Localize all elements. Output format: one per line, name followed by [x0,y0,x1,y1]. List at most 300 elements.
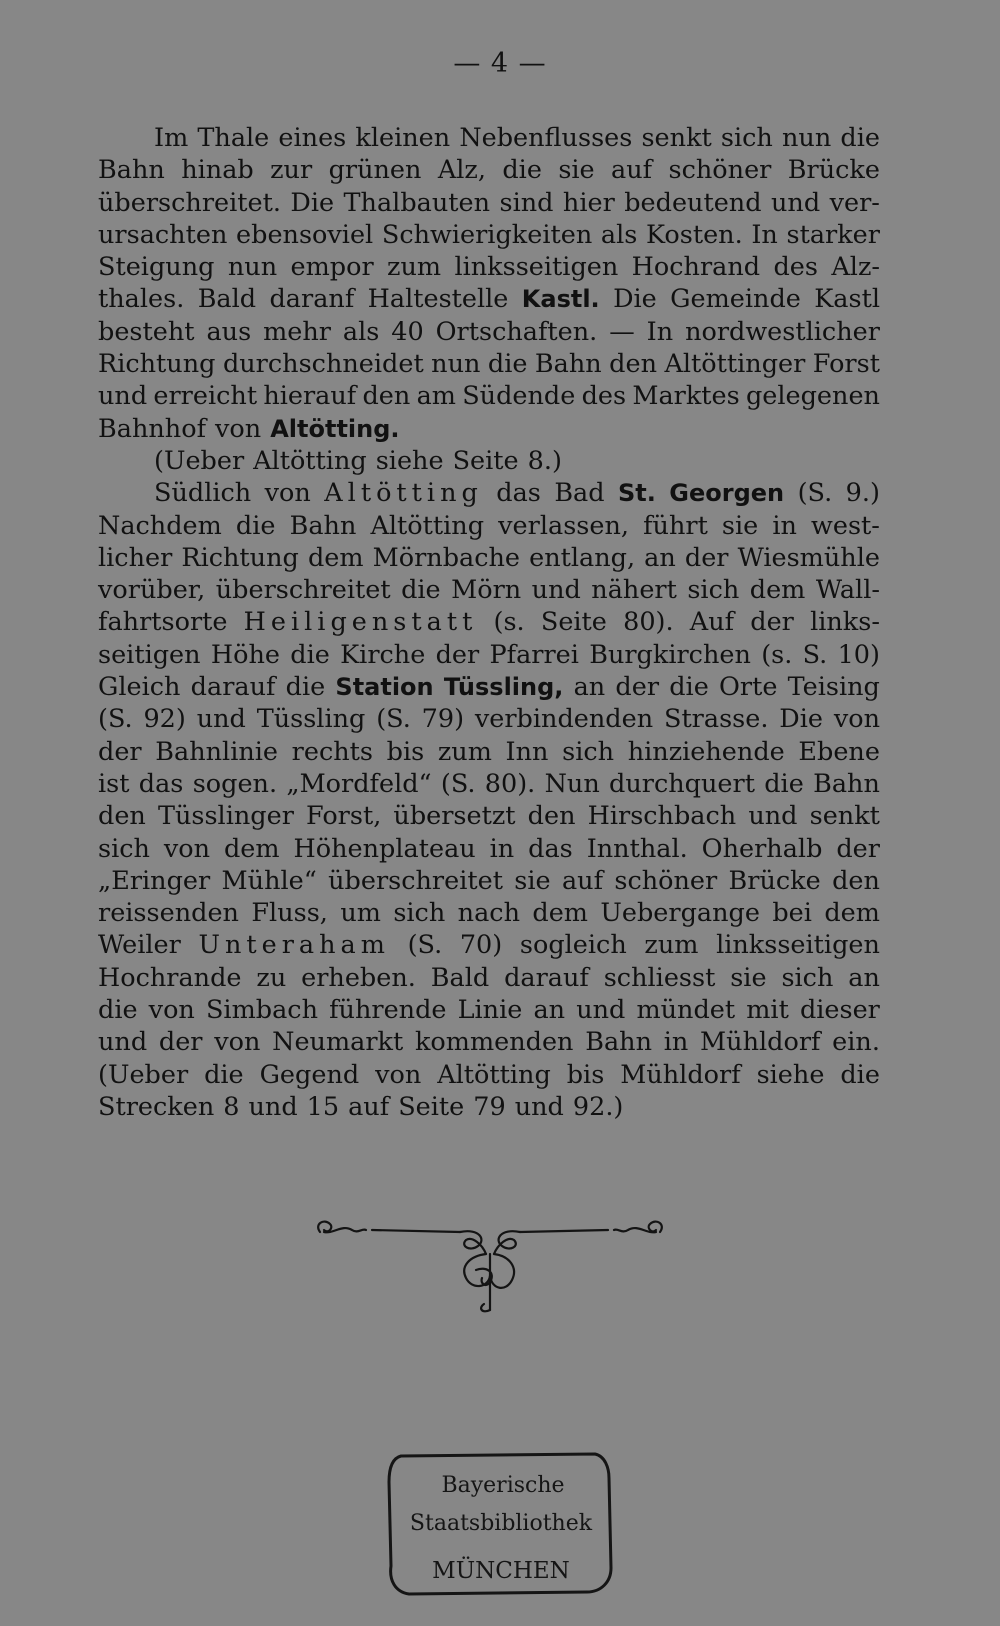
word: (s. [493,607,525,638]
word: „Eringer [98,865,211,896]
word: dem [532,898,588,929]
word: dem [749,575,806,606]
word: in [772,510,797,541]
word: Altötting [370,510,485,541]
word: (S. [440,768,476,799]
word: In [751,219,778,250]
word: sind [499,187,554,218]
word: Ebene [798,736,880,767]
word: Ortschaften. [435,316,598,347]
text-line [98,671,880,703]
word: ver- [829,187,880,218]
word: Heiligenstatt [243,607,478,638]
word: zum [387,252,442,283]
word: Hochrand [631,252,761,283]
word: den [832,865,880,896]
word: darauf [504,962,589,993]
word: Tüsslinger [157,801,294,832]
word: ursachten [98,219,228,250]
word: überschreitet [215,575,391,606]
word: Mörnbache [372,542,521,573]
word: Marktes [632,381,740,412]
word: Alz, [437,155,486,186]
text-line [98,380,880,412]
word: hinziehende [627,736,785,767]
word: und [531,575,581,606]
word: und [196,704,246,735]
word: an [848,962,880,993]
word: Brücke [728,865,821,896]
word: Kirche [340,639,426,670]
word: nähert [591,575,677,606]
word: die [285,672,326,703]
word: kleinen [355,123,451,153]
word: und [98,381,148,412]
text-line [98,962,880,994]
word: der [750,607,794,638]
ornament-divider [310,1210,670,1320]
word: Seite [452,445,519,476]
word: Forst, [306,801,382,832]
word: und [748,801,798,832]
word: Richtung [98,349,216,380]
word: Inn [505,736,549,767]
word: den [609,349,658,380]
word: „Mordfeld“ [286,768,432,799]
word: (S. [407,930,443,961]
word: senkt [641,123,712,153]
word: Südende [462,381,576,412]
word: bis [386,736,425,767]
word: erheben. [301,962,416,993]
word: und [771,187,821,218]
word: 8 [223,1091,240,1122]
word: Uebergange [600,898,760,929]
word: In [646,316,674,347]
word: dieser [799,995,880,1026]
word: 10) [837,639,880,670]
word: Unteraham [198,930,390,961]
word: ein. [832,1027,880,1058]
word: Thale [197,123,270,153]
word: Mühle“ [221,865,317,896]
word: in [489,833,515,864]
word: Gegend [259,1059,360,1090]
word: sich [562,736,615,767]
text-line [98,187,880,219]
word: Oherhalb [701,833,823,864]
word: von [215,413,262,444]
word: die [235,510,276,541]
word: entlang, [529,542,636,573]
word: das [528,833,573,864]
stamp-line-2: Staatsbibliothek [409,1511,593,1536]
word: Höhenplateau [293,833,476,864]
body-text [98,122,880,1123]
text-line [98,219,880,251]
word: von [375,1059,422,1090]
word: übersetzt [393,801,516,832]
word: Seite [540,607,607,638]
word: Südlich [154,478,252,509]
text-line [98,348,880,380]
text-line [98,445,880,477]
word: als [600,219,638,250]
word: fahrtsorte [98,607,228,638]
word: 80). [623,607,674,638]
word: Haltestelle [367,284,509,315]
word: (Ueber [154,445,245,476]
word: durchquert [609,768,755,799]
word: seitigen [98,639,201,670]
stamp-line-3: MÜNCHEN [432,1558,570,1584]
word: Seite [398,1091,465,1122]
word: 8.) [527,445,562,476]
word: siehe [756,1059,825,1090]
word: sich [781,962,834,993]
word: links- [810,607,880,638]
word: dem [223,833,280,864]
word: Neumarkt [272,1027,404,1058]
word: die [764,768,804,799]
word: Station [335,673,434,702]
word: Hochrande [98,962,242,993]
word: sie [514,865,551,896]
word: auf [348,1091,390,1122]
word: Orte [718,672,778,703]
word: die [502,155,542,186]
word: Bahnlinie [155,736,279,767]
word: 40 [391,316,424,347]
word: grünen [328,155,422,186]
text-line [98,800,880,832]
word: Innthal. [586,833,688,864]
word: dem [824,898,880,929]
word: die [290,639,330,670]
word: und [514,1091,564,1122]
text-line [98,251,880,283]
word: sich [687,575,740,606]
word: senkt [809,801,880,832]
text-line [98,574,880,606]
word: sie [721,510,759,541]
word: daranf [269,284,355,315]
word: nach [457,898,520,929]
text-line [98,477,880,509]
word: Brücke [787,155,880,186]
word: Strasse. [663,704,769,735]
word: den [527,801,576,832]
word: linksseitigen [454,252,619,283]
word: besteht [98,316,195,347]
word: schöner [668,155,772,186]
word: Im [154,123,189,153]
word: Strecken [98,1091,215,1122]
word: Altötting [324,478,483,509]
text-line [98,897,880,929]
word: Thalbauten [343,187,491,218]
word: bedeutend [624,187,762,218]
text-line [98,122,880,154]
word: bei [772,898,812,929]
text-line [98,865,880,897]
word: hierauf [263,381,357,412]
word: schliesst [603,962,716,993]
word: Burgkirchen [589,639,751,670]
word: kommenden [414,1027,574,1058]
word: Bahnhof [98,413,207,444]
word: Linie [457,995,523,1026]
text-line [98,542,880,574]
word: — [609,316,635,347]
word: Forst [812,349,880,380]
word: und [576,995,626,1026]
word: Die [613,284,657,315]
word: am [416,381,456,412]
word: erreicht [153,381,258,412]
text-line [98,510,880,542]
word: von [264,478,311,509]
word: der [98,736,142,767]
word: empor [290,252,374,283]
word: nordwestlicher [685,316,880,347]
word: an [573,672,606,703]
word: den [98,801,146,832]
word: Wall- [815,575,880,606]
word: von [833,704,880,735]
word: Georgen [669,479,785,508]
word: Gemeinde [670,284,801,315]
word: des [581,381,627,412]
word: Nachdem [98,510,222,541]
word: sogleich [519,930,627,961]
text-line [98,929,880,961]
word: west- [811,510,880,541]
word: Bald [197,284,257,315]
word: Kastl. [521,285,600,314]
word: sie [558,155,595,186]
word: sich [98,833,150,864]
word: (Ueber [98,1059,189,1090]
text-line [98,413,880,445]
word: 80). [484,768,536,799]
word: Altötting [437,1059,551,1090]
word: reissenden [98,898,239,929]
word: verlassen, [498,510,629,541]
word: siehe [375,445,444,476]
word: 70) [459,930,503,961]
word: von [148,995,195,1026]
word: mündet [636,995,736,1026]
word: hier [562,187,615,218]
word: die [204,1059,244,1090]
word: auf [611,155,653,186]
word: nun [431,349,481,380]
word: Wiesmühle [737,542,880,573]
word: thales. [98,284,185,315]
word: Richtung [181,542,299,573]
word: führende [329,995,447,1026]
word: überschreitet [328,865,503,896]
text-line [98,154,880,186]
word: die [669,672,709,703]
word: überschreitet. [98,187,281,218]
page-number: — 4 — [453,48,547,79]
word: die [840,1059,880,1090]
word: zur [270,155,313,186]
text-line [98,283,880,315]
word: darauf [190,672,276,703]
word: führt [643,510,708,541]
word: Steigung [98,252,215,283]
word: linksseitigen [716,930,880,961]
word: nun [781,123,832,153]
word: sich [720,123,773,153]
word: nun [227,252,278,283]
word: Pfarrei [489,639,579,670]
word: S. [802,639,828,670]
word: Altötting [253,445,367,476]
text-line [98,316,880,348]
word: durchschneidet [222,349,424,380]
word: sogen. [192,768,278,799]
word: Tüssling, [443,673,564,702]
word: den [362,381,411,412]
word: Die [779,704,823,735]
word: Altötting. [270,414,400,443]
word: 9.) [845,478,880,509]
word: Alz- [831,252,880,283]
word: schöner [614,865,718,896]
word: zum [437,736,492,767]
word: hinab [181,155,254,186]
word: Weiler [98,930,181,961]
word: Gleich [98,672,181,703]
word: verbindenden [474,704,654,735]
word: eines [278,123,347,153]
word: 79 [473,1091,506,1122]
word: starker [786,219,880,250]
text-line [98,768,880,800]
word: (S. [376,704,411,735]
word: von [214,1027,261,1058]
word: vorüber, [98,575,206,606]
word: Mühldorf [700,1027,821,1058]
word: der [435,639,480,670]
word: zum [644,930,699,961]
word: sich [393,898,446,929]
word: an [644,542,676,573]
word: des [773,252,818,283]
word: der [158,1027,203,1058]
text-line [98,1059,880,1091]
word: aus [206,316,252,347]
word: Schwierigkeiten [381,219,593,250]
text-line [98,833,880,865]
word: der [684,542,729,573]
word: in [663,1027,689,1058]
word: die [840,123,880,153]
word: sie [730,962,767,993]
word: 15 [306,1091,340,1122]
text-line [98,1091,880,1123]
text-line [98,703,880,735]
word: und [98,1027,148,1058]
word: St. [618,479,656,508]
word: Höhe [210,639,280,670]
word: die [401,575,441,606]
word: 79) [421,704,465,735]
word: die [487,349,528,380]
word: (S. [797,478,833,509]
word: Nun [544,768,600,799]
word: zu [256,962,287,993]
word: um [340,898,381,929]
word: (S. [98,704,133,735]
word: Fluss, [251,898,328,929]
word: Bahn [534,349,602,380]
text-line [98,736,880,768]
word: der [615,672,660,703]
word: der [836,833,880,864]
word: (s. [761,639,793,670]
word: Mörn [451,575,522,606]
word: auf [561,865,604,896]
word: Kastl [814,284,880,315]
word: 92.) [572,1091,624,1122]
word: Altöttinger [664,349,806,380]
library-stamp [383,1448,623,1598]
text-line [98,606,880,638]
word: bis [566,1059,605,1090]
word: Nebenflusses [459,123,633,153]
word: Tüssling [256,704,366,735]
word: gelegenen [745,381,880,412]
word: und [248,1091,298,1122]
word: Bald [430,962,490,993]
word: das [496,478,541,509]
word: Bahn [98,155,165,186]
word: Mühldorf [620,1059,741,1090]
word: Bad [554,478,605,509]
word: licher [98,542,173,573]
word: rechts [291,736,373,767]
word: Teising [787,672,880,703]
word: an [533,995,566,1026]
word: Bahn [585,1027,652,1058]
word: Auf [689,607,735,638]
word: mehr [263,316,331,347]
word: Bahn [813,768,880,799]
text-line [98,639,880,671]
word: Bahn [289,510,357,541]
word: ebensoviel [236,219,374,250]
stamp-line-1: Bayerische [441,1473,565,1498]
word: Hirschbach [587,801,737,832]
word: das [138,768,184,799]
word: ist [98,768,130,799]
text-line [98,1026,880,1058]
word: Kosten. [646,219,743,250]
word: die [98,995,138,1026]
word: von [163,833,211,864]
word: Die [290,187,335,218]
word: als [342,316,380,347]
text-line [98,994,880,1026]
word: Simbach [205,995,318,1026]
word: 92) [143,704,186,735]
word: mit [746,995,789,1026]
